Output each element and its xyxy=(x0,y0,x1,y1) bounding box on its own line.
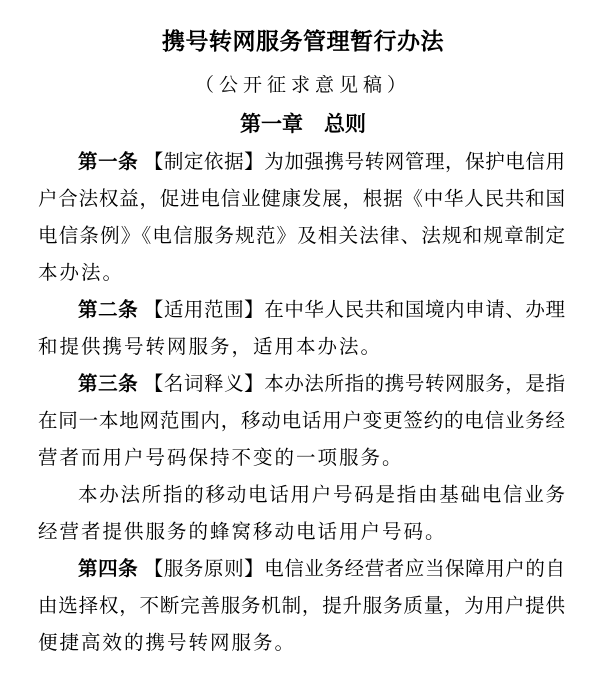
article-number-label: 第四条 xyxy=(78,559,144,580)
body-line xyxy=(38,292,565,329)
body-text-segment: 便捷高效的携号转网服务。 xyxy=(38,633,297,654)
body-text-segment: 【名词释义】本办法所指的携号转网服务，是指 xyxy=(143,374,565,395)
chapter-heading: 第一章 总则 xyxy=(240,112,366,136)
body-line xyxy=(38,255,565,292)
body-line xyxy=(38,181,565,218)
article-number-label: 第二条 xyxy=(78,300,144,321)
body-text-segment: 电信条例》《电信服务规范》及相关法律、法规和规章制定 xyxy=(38,226,565,247)
body-text-segment: 本办法所指的移动电话用户号码是指由基础电信业务 xyxy=(78,485,565,506)
body-text-segment: 户合法权益，促进电信业健康发展，根据《中华人民共和国 xyxy=(38,189,565,210)
body-text-segment: 和提供携号转网服务，适用本办法。 xyxy=(38,337,383,358)
body-text-segment: 【制定依据】为加强携号转网管理，保护电信用 xyxy=(143,152,565,173)
body-line xyxy=(38,514,565,551)
article-number-label: 第三条 xyxy=(78,374,144,395)
body-line xyxy=(38,551,565,588)
body-line xyxy=(38,403,565,440)
body-line xyxy=(38,440,565,477)
body-text-segment: 在同一本地网范围内，移动电话用户变更签约的电信业务经 xyxy=(38,411,565,432)
body-text-segment: 营者而用户号码保持不变的一项服务。 xyxy=(38,448,404,469)
body-line xyxy=(38,625,565,662)
document-body xyxy=(0,144,606,662)
body-text-segment: 本办法。 xyxy=(38,263,125,284)
article-number-label: 第一条 xyxy=(78,152,144,173)
body-text-segment: 【服务原则】电信业务经营者应当保障用户的自 xyxy=(143,559,565,580)
body-text-segment: 经营者提供服务的蜂窝移动电话用户号码。 xyxy=(38,522,447,543)
body-line xyxy=(38,218,565,255)
document-subtitle: （公开征求意见稿） xyxy=(194,75,411,96)
body-line xyxy=(38,588,565,625)
body-line xyxy=(38,366,565,403)
body-line xyxy=(38,477,565,514)
body-line xyxy=(38,144,565,181)
document-title: 携号转网服务管理暂行办法 xyxy=(162,28,444,54)
body-text-segment: 由选择权，不断完善服务机制，提升服务质量，为用户提供 xyxy=(38,596,565,617)
body-text-segment: 【适用范围】在中华人民共和国境内申请、办理 xyxy=(143,300,565,321)
body-line xyxy=(38,329,565,366)
